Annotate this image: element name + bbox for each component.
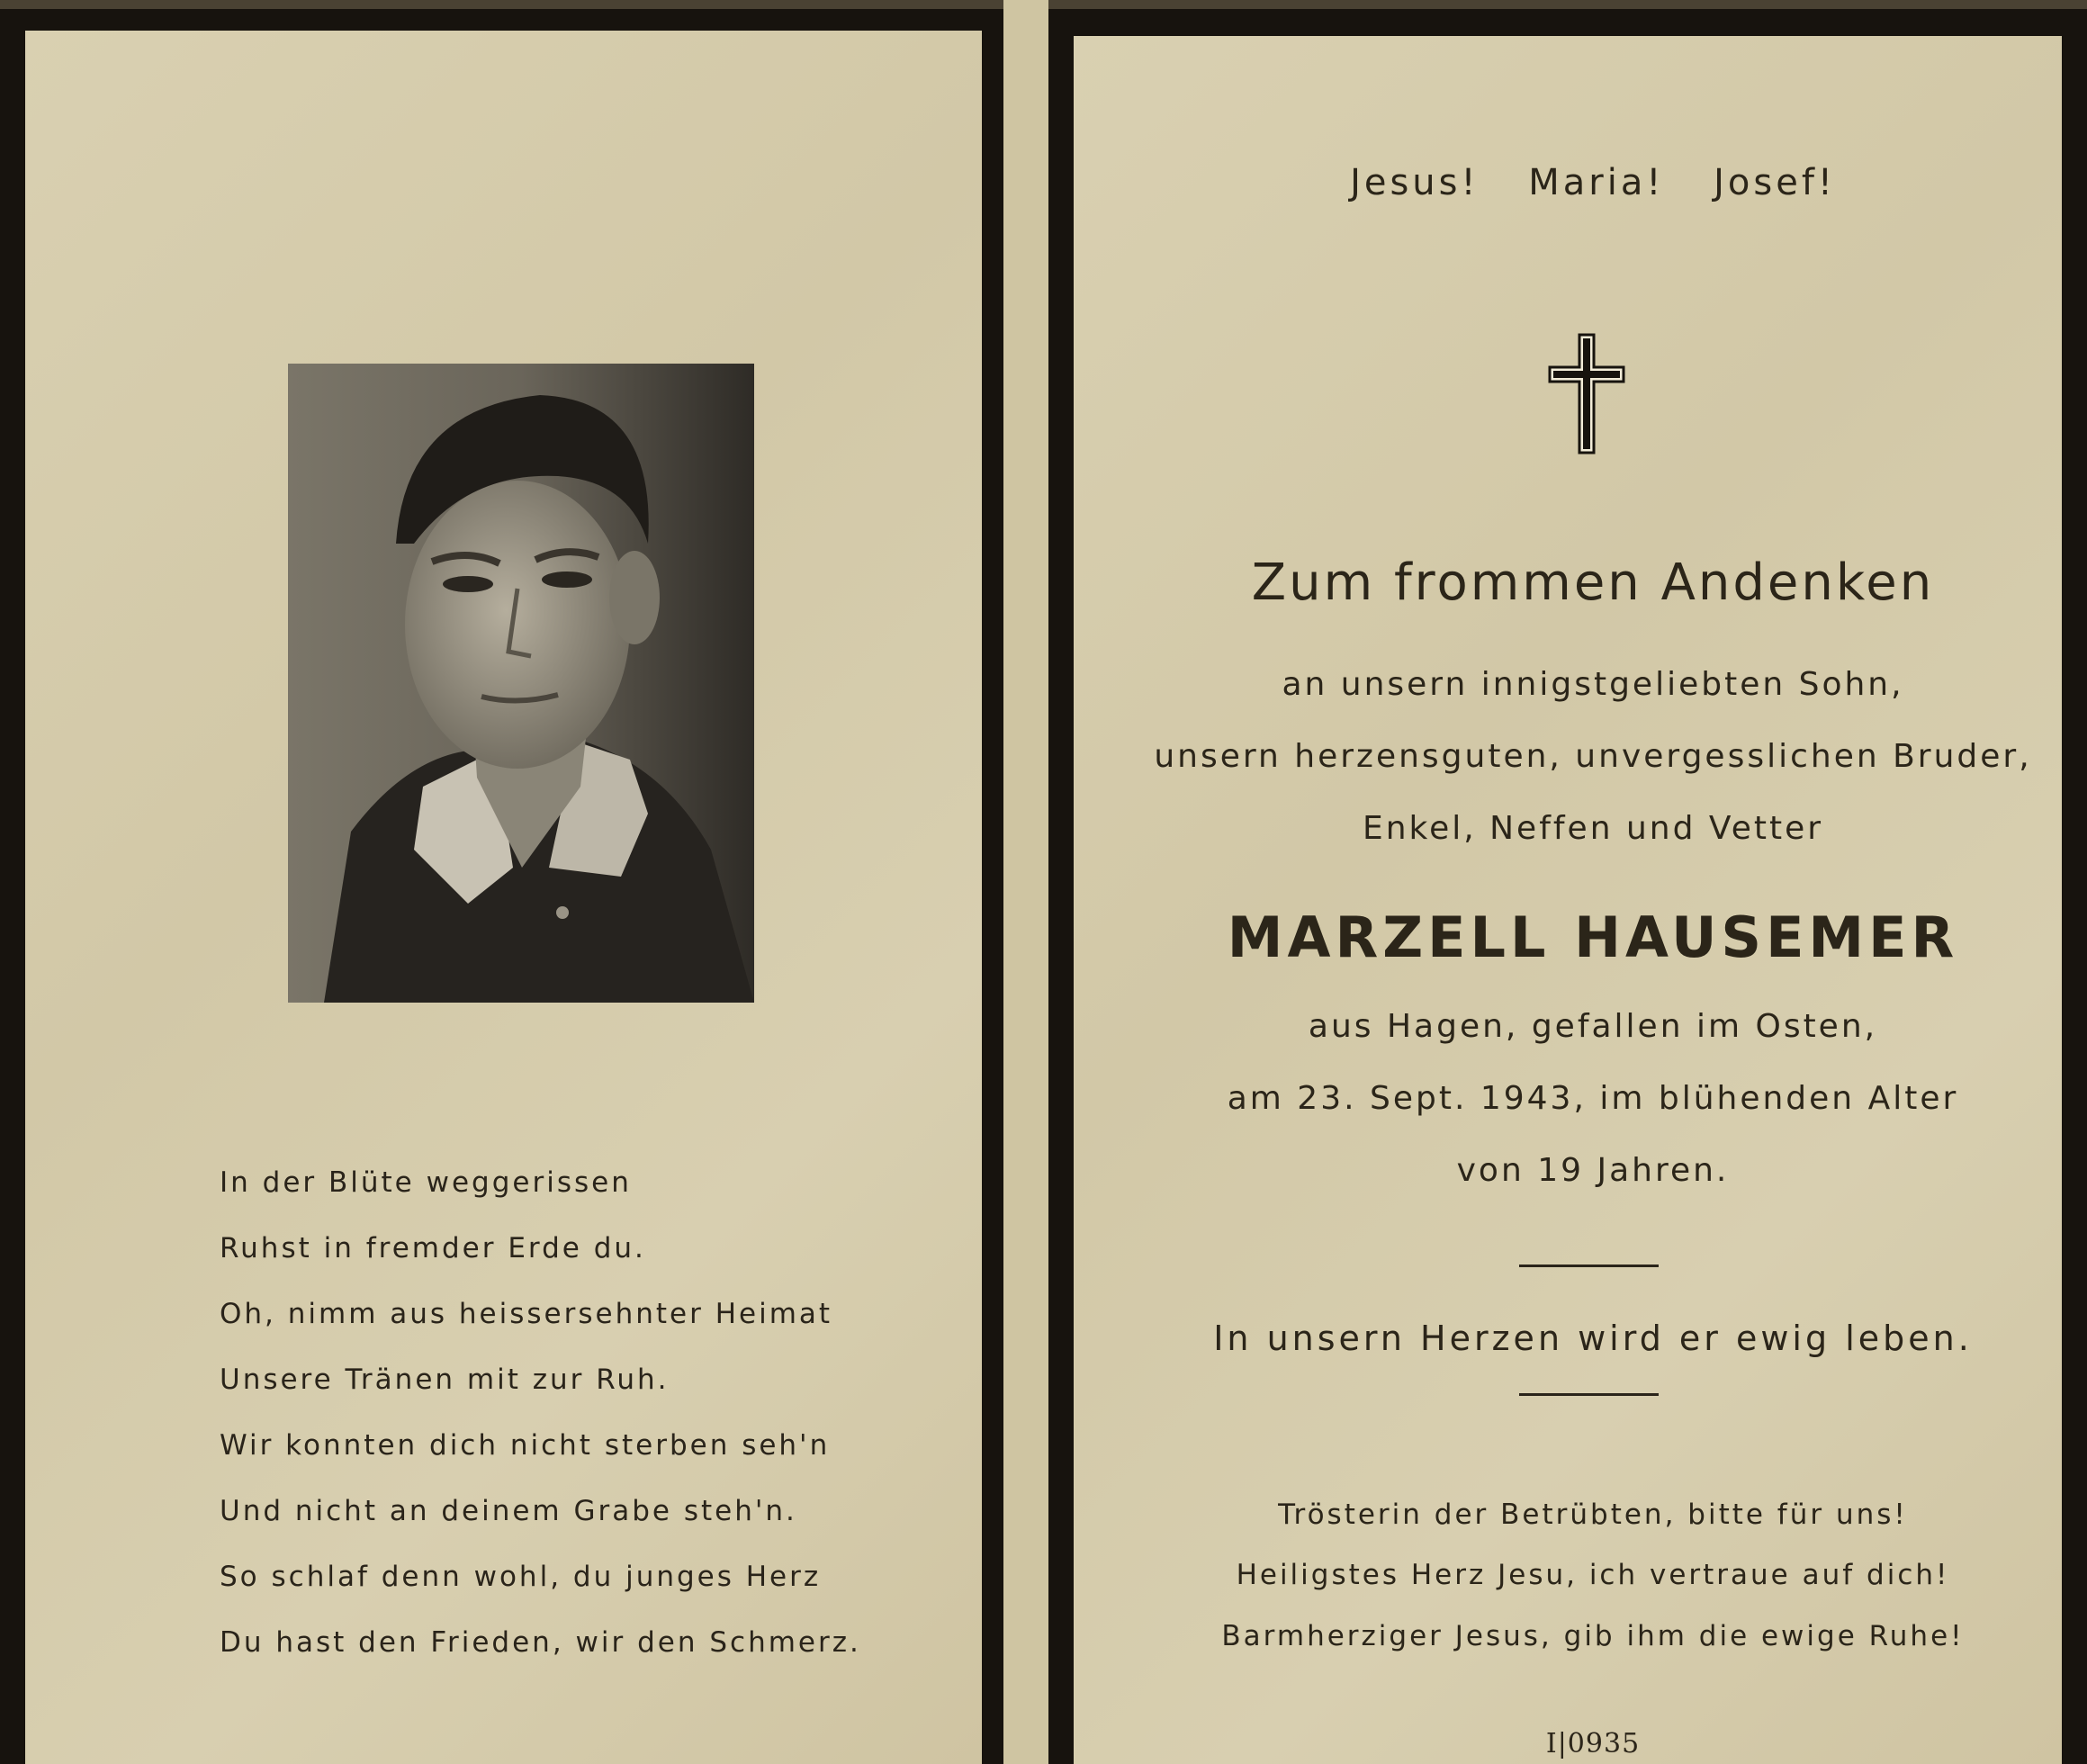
poem-line: Ruhst in fremder Erde du. <box>220 1232 646 1264</box>
deceased-name: MARZELL HAUSEMER <box>1227 904 1959 970</box>
memorial-card-right <box>1048 9 2087 1764</box>
divider-line <box>1519 1393 1659 1396</box>
poem-line: Oh, nimm aus heissersehnter Heimat <box>220 1298 833 1330</box>
invocation-text: Jesus! Maria! Josef! <box>1350 162 1836 203</box>
dedication-line: an unsern innigstgeliebten Sohn, <box>1282 666 1904 703</box>
detail-line: am 23. Sept. 1943, im blühenden Alter <box>1227 1080 1959 1117</box>
prayer-line: Barmherziger Jesus, gib ihm die ewige Ruhe! <box>1221 1620 1965 1652</box>
black-border-frame <box>1048 9 2087 1764</box>
poem-line: Du hast den Frieden, wir den Schmerz. <box>220 1626 861 1659</box>
cross-icon <box>1546 333 1627 454</box>
memorial-card-left <box>0 9 1003 1764</box>
serial-number: I|0935 <box>1545 1728 1641 1760</box>
poem-line: Wir konnten dich nicht sterben seh'n <box>220 1429 831 1462</box>
dedication-line: unsern herzensguten, unvergesslichen Bruder, <box>1154 738 2032 775</box>
portrait-photo <box>288 364 754 1003</box>
portrait-illustration <box>288 364 754 1003</box>
poem-line: Unsere Tränen mit zur Ruh. <box>220 1364 670 1396</box>
dedication-line: Enkel, Neffen und Vetter <box>1362 810 1824 847</box>
poem-line: Und nicht an deinem Grabe steh'n. <box>220 1495 797 1527</box>
poem-line: So schlaf denn wohl, du junges Herz <box>220 1561 822 1593</box>
divider-line <box>1519 1264 1659 1267</box>
detail-line: aus Hagen, gefallen im Osten, <box>1308 1008 1878 1045</box>
prayer-line: Heiligstes Herz Jesu, ich vertraue auf dich! <box>1236 1559 1950 1591</box>
detail-line: von 19 Jahren. <box>1456 1152 1730 1189</box>
motto-text: In unsern Herzen wird er ewig leben. <box>1213 1318 1973 1358</box>
memorial-title: Zum frommen Andenken <box>1251 554 1935 612</box>
memorial-poem <box>220 1160 958 1686</box>
card-fold-gap <box>1003 0 1048 1764</box>
prayer-line: Trösterin der Betrübten, bitte für uns! <box>1278 1498 1908 1531</box>
poem-line: In der Blüte weggerissen <box>220 1166 632 1199</box>
black-border-frame <box>0 9 1003 1764</box>
